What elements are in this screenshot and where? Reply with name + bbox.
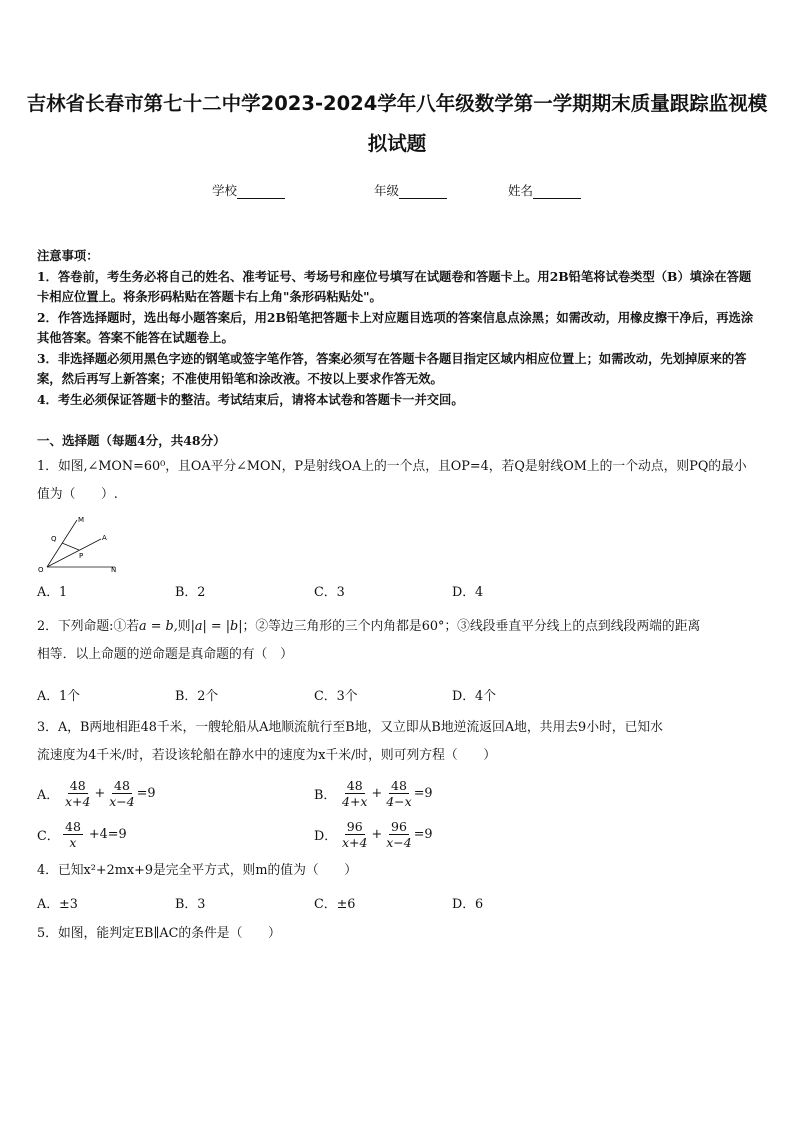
exam-title-line2: 拟试题 <box>367 132 427 155</box>
instructions <box>37 246 759 410</box>
q3-row-cd <box>37 814 759 854</box>
q3-row-ab <box>37 773 759 813</box>
label-a: A <box>102 534 107 542</box>
name-field <box>508 181 581 199</box>
numerator: 48 <box>65 818 81 834</box>
fraction <box>340 778 369 809</box>
instruction-item: 1．答卷前，考生务必将自己的姓名、准考证号、考场号和座位号填写在试题卷和答题卡上。用2B铅笔将试卷类型（B）填涂在答题卡相应位置上。将条形码粘贴在答题卡右上角"条形码粘贴处"。 <box>37 268 752 304</box>
q3-option-a-equation[interactable] <box>63 773 156 813</box>
q3-option-b-label[interactable]: B． <box>314 788 337 803</box>
name-label: 姓名 <box>508 183 534 198</box>
q2-text-e: ；②等边三角形的三个内角都是60°；③线段垂直平分线上的点到线段两端的距离 <box>242 619 701 634</box>
fraction <box>63 819 83 850</box>
option-d[interactable]: D．4个 <box>452 689 496 704</box>
exam-title-line1: 吉林省长春市第七十二中学2023-2024学年八年级数学第一学期期末质量跟踪监视模 <box>26 92 768 115</box>
question-4-options <box>37 893 637 913</box>
q3-line2: 流速度为4千米/时，若设该轮船在静水中的速度为x千米/时，则可列方程（ ） <box>37 748 497 763</box>
label-m: M <box>78 516 85 524</box>
fraction <box>384 819 413 850</box>
q2-text-f: 相等．以上命题的逆命题是真命题的有（ ） <box>37 647 293 662</box>
label-q: Q <box>51 535 57 543</box>
option-a[interactable]: A．1 <box>37 585 68 600</box>
q3-option-a-label[interactable]: A． <box>37 788 60 803</box>
option-c[interactable]: C．3个 <box>314 689 358 704</box>
option-c[interactable]: C．±6 <box>314 897 356 912</box>
denominator: x−4 <box>386 834 412 850</box>
label-p: P <box>79 552 84 560</box>
plus-sign: + <box>94 785 106 801</box>
option-d[interactable]: D．6 <box>452 897 484 912</box>
instruction-item: 4．考生必须保证答题卡的整洁。考试结束后，请将本试卷和答题卡一并交回。 <box>37 391 464 407</box>
denominator: 4−x <box>386 793 412 809</box>
q3-option-c-equation[interactable] <box>63 814 127 854</box>
denominator: x−4 <box>109 793 135 809</box>
q2-formula-2: |a| = |b| <box>190 619 243 634</box>
q3-option-b-equation[interactable] <box>340 773 433 813</box>
ray-om <box>47 520 77 567</box>
fraction <box>107 778 136 809</box>
grade-label: 年级 <box>374 183 400 198</box>
numerator: 48 <box>346 777 363 793</box>
q3-option-d-equation[interactable] <box>340 814 433 854</box>
instructions-heading: 注意事项： <box>37 248 99 263</box>
option-b[interactable]: B．2 <box>175 585 206 600</box>
fraction <box>340 819 369 850</box>
numerator: 96 <box>346 818 363 834</box>
q2-formula-1: a = b, <box>139 619 178 634</box>
denominator: x <box>69 834 77 850</box>
question-5-stem: 5．如图，能判定EB∥AC的条件是（ ） <box>37 926 281 941</box>
fraction <box>63 778 92 809</box>
plus-sign: + <box>371 785 383 801</box>
angle-figure <box>37 512 127 574</box>
section-heading: 一、选择题（每题4分，共48分） <box>37 433 226 448</box>
instruction-item: 2．作答选择题时，选出每小题答案后，用2B铅笔把答题卡上对应题目选项的答案信息点涂黑；如需改动，用橡皮擦干净后，再选涂其他答案。答案不能答在试题卷上。 <box>37 309 754 345</box>
q3-option-c-label[interactable]: C． <box>37 829 60 844</box>
rhs: +4=9 <box>88 826 127 842</box>
segment-pq <box>62 543 79 550</box>
rhs: =9 <box>413 785 433 801</box>
label-o: O <box>38 566 44 574</box>
option-a[interactable]: A．±3 <box>37 897 78 912</box>
numerator: 96 <box>391 818 407 834</box>
q2-text-c: 则 <box>177 619 191 634</box>
option-b[interactable]: B．3 <box>175 897 206 912</box>
plus-sign: + <box>371 826 383 842</box>
school-label: 学校 <box>212 183 238 198</box>
numerator: 48 <box>114 777 130 793</box>
instruction-item: 3．非选择题必须用黑色字迹的钢笔或签字笔作答，答案必须写在答题卡各题目指定区域内相应位置上；如需改动，先划掉原来的答案，然后再写上新答案；不准使用铅笔和涂改液。不按以上要求作答无效。 <box>37 350 747 386</box>
school-blank[interactable] <box>237 185 285 199</box>
numerator: 48 <box>391 777 407 793</box>
rhs: =9 <box>413 826 433 842</box>
option-a[interactable]: A．1个 <box>37 689 80 704</box>
question-2-options <box>37 685 637 705</box>
question-1-stem: 1．如图,∠MON=60⁰，且OA平分∠MON，P是射线OA上的一个点，且OP=4，若Q是射线OM上的一个动点，则PQ的最小值为（ ）. <box>37 459 747 502</box>
denominator: x+4 <box>65 793 91 809</box>
name-blank[interactable] <box>533 185 581 199</box>
question-2-stem <box>37 613 759 669</box>
school-field <box>212 181 285 199</box>
fraction <box>384 778 413 809</box>
question-4-stem: 4．已知x²+2mx+9是完全平方式，则m的值为（ ） <box>37 863 358 878</box>
rhs: =9 <box>136 785 156 801</box>
option-c[interactable]: C．3 <box>314 585 345 600</box>
q2-text-a: 2．下列命题:①若 <box>37 619 140 634</box>
option-b[interactable]: B．2个 <box>175 689 219 704</box>
denominator: 4+x <box>342 793 368 809</box>
question-3-stem <box>37 714 759 770</box>
ray-oa <box>47 539 101 567</box>
option-d[interactable]: D．4 <box>452 585 484 600</box>
grade-field <box>374 181 447 199</box>
question-1-options <box>37 581 637 601</box>
label-n: N <box>111 566 117 574</box>
grade-blank[interactable] <box>399 185 447 199</box>
q3-option-d-label[interactable]: D． <box>314 829 338 844</box>
numerator: 48 <box>69 777 86 793</box>
denominator: x+4 <box>342 834 368 850</box>
q3-line1: 3．A，B两地相距48千米，一艘轮船从A地顺流航行至B地，又立即从B地逆流返回A地，共用去9小时，已知水 <box>37 720 663 735</box>
